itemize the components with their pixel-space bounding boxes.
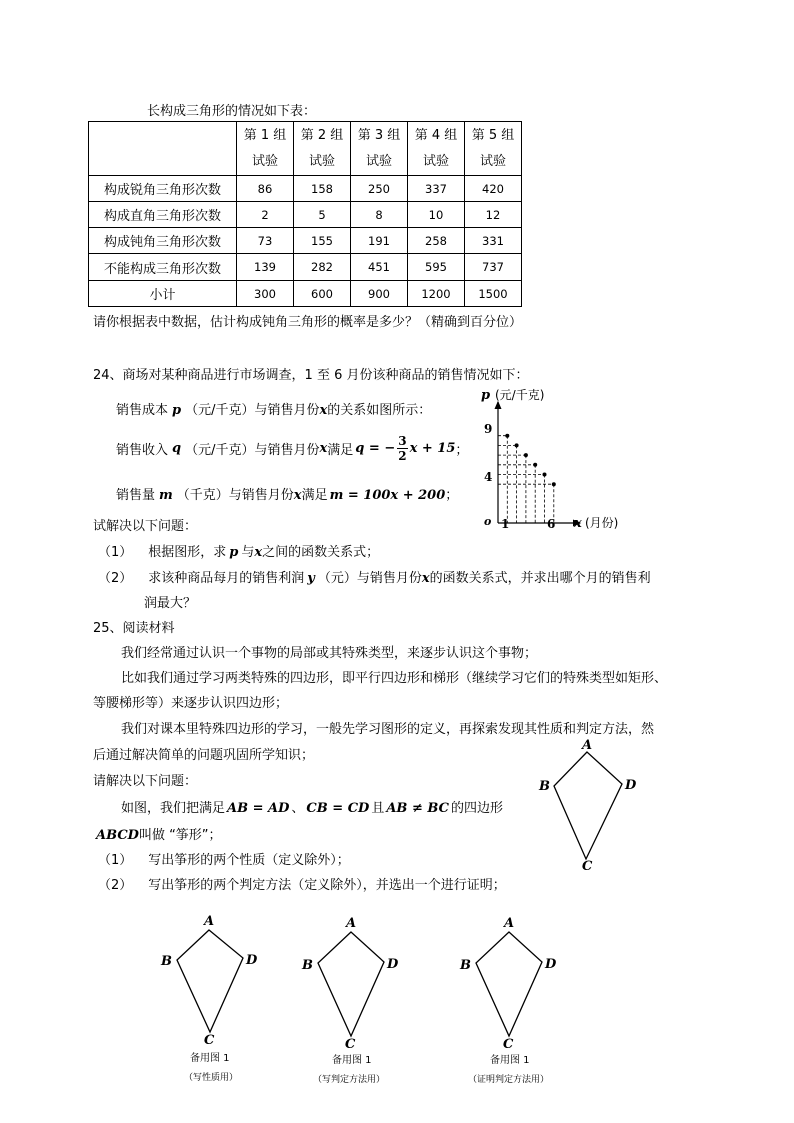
vertex-label-a: A — [346, 916, 357, 931]
q25-p2a: 比如我们通过学习两类特殊的四边形，即平行四边形和梯形（继续学习它们的特殊类型如矩形、 — [121, 671, 668, 686]
data-point — [533, 463, 537, 467]
vertex-label-b: B — [539, 779, 550, 794]
kite-figure-main — [530, 734, 650, 872]
kite-shape — [318, 932, 384, 1036]
vertex-label-c: C — [345, 1037, 356, 1052]
graph-guides — [498, 436, 554, 523]
table-row — [89, 254, 522, 281]
vertex-label-a: A — [504, 916, 515, 931]
x-tick-1: 1 — [501, 517, 510, 531]
table-cell: 282 — [294, 254, 351, 281]
kite-shape — [476, 932, 542, 1036]
vertex-label-c: C — [582, 859, 593, 872]
q25-sub2: （2） 写出筝形的两个判定方法（定义除外），并选出一个进行证明； — [98, 878, 506, 893]
revenue-formula-lhs: q = − — [355, 440, 396, 456]
row-label: 不能构成三角形次数 — [89, 254, 237, 281]
q25-solve: 请解决以下问题： — [93, 774, 198, 789]
table-cell: 900 — [351, 281, 408, 307]
row-label: 构成锐角三角形次数 — [89, 176, 237, 202]
vertex-label-d: D — [545, 957, 557, 972]
q25-definition: 如图，我们把满足 AB = AD 、 CB = CD 且 AB ≠ BC 的四边形 — [121, 801, 503, 816]
row-label: 构成直角三角形次数 — [89, 202, 237, 228]
table-cell: 155 — [294, 228, 351, 254]
q25-p3a: 我们对课本里特殊四边形的学习，一般先学习图形的定义，再探索发现其性质和判定方法，然 — [121, 722, 655, 737]
data-point — [515, 443, 519, 447]
table-cell: 10 — [408, 202, 465, 228]
spare-note-3: （证明判定方法用） — [468, 1075, 550, 1085]
table-cell: 1500 — [465, 281, 522, 307]
table-cell: 337 — [408, 176, 465, 202]
spare-note-1: （写性质用） — [184, 1073, 239, 1083]
table-header-cell: 第 1 组 试验 — [237, 122, 294, 176]
y-tick-9: 9 — [484, 422, 493, 436]
table-cell: 420 — [465, 176, 522, 202]
q24-line-revenue: 销售收入 q （元/千克）与销售月份 x 满足 q = − $\frac{3}{2}$ x + 15 ； — [116, 433, 469, 463]
q25-p2b: 等腰梯形等）来逐步认识四边形； — [93, 696, 289, 711]
table-row — [89, 228, 522, 254]
x-axis-unit: (月份) — [585, 516, 619, 530]
q24-title: 24、商场对某种商品进行市场调查，1 至 6 月份该种商品的销售情况如下： — [93, 368, 529, 383]
table-row — [89, 202, 522, 228]
kite-shape — [554, 752, 622, 859]
q25-definition-cont: ABCD叫做 “筝形”； — [96, 828, 222, 843]
table-cell: 258 — [408, 228, 465, 254]
kite-figure-spare-1 — [155, 910, 275, 1050]
results-table — [88, 121, 522, 307]
table-cell: 139 — [237, 254, 294, 281]
revenue-formula-rhs: x + 15 — [409, 440, 456, 456]
table-cell: 73 — [237, 228, 294, 254]
vertex-label-a: A — [582, 738, 593, 753]
vertex-label-d: D — [625, 778, 637, 793]
table-cell: 5 — [294, 202, 351, 228]
cost-graph — [470, 384, 640, 536]
vertex-label-c: C — [204, 1033, 215, 1048]
table-cell: 2 — [237, 202, 294, 228]
table-header-cell: 第 4 组 试验 — [408, 122, 465, 176]
q24-line-volume: 销售量 m （千克）与销售月份x满足 m = 100x + 200； — [116, 488, 459, 503]
q24-line-cost: 销售成本 p （元/千克）与销售月份x的关系如图所示： — [116, 403, 432, 418]
table-cell: 250 — [351, 176, 408, 202]
data-point — [505, 434, 509, 438]
vertex-label-d: D — [246, 953, 258, 968]
q25-p3b: 后通过解决简单的问题巩固所学知识； — [93, 748, 315, 763]
kite-shape — [177, 930, 243, 1032]
vertex-label-b: B — [161, 954, 172, 969]
graph-points — [505, 434, 556, 487]
q23-question: 请你根据表中数据，估计构成钝角三角形的概率是多少？（精确到百分位） — [93, 315, 523, 330]
q25-sub1: （1） 写出筝形的两个性质（定义除外）； — [98, 853, 350, 868]
x-tick-6: 6 — [547, 517, 556, 531]
origin-label: o — [484, 515, 492, 528]
table-cell: 451 — [351, 254, 408, 281]
y-tick-4: 4 — [484, 470, 493, 484]
table-intro: 长构成三角形的情况如下表： — [147, 104, 317, 119]
table-cell: 158 — [294, 176, 351, 202]
table-corner-cell — [89, 122, 237, 176]
q25-title: 25、阅读材料 — [93, 621, 175, 636]
table-cell: 1200 — [408, 281, 465, 307]
table-cell: 600 — [294, 281, 351, 307]
table-cell: 8 — [351, 202, 408, 228]
q25-p1: 我们经常通过认识一个事物的局部或其特殊类型，来逐步认识这个事物； — [121, 646, 538, 661]
kite-figure-spare-3 — [454, 912, 574, 1052]
vertex-label-d: D — [387, 957, 399, 972]
spare-caption-3: 备用图 1 — [490, 1055, 530, 1066]
table-cell: 86 — [237, 176, 294, 202]
table-cell: 300 — [237, 281, 294, 307]
q24-sub1: （1） 根据图形，求 p 与x之间的函数关系式； — [98, 545, 380, 560]
spare-note-2: （写判定方法用） — [313, 1075, 386, 1085]
spare-caption-1: 备用图 1 — [190, 1053, 230, 1064]
vertex-label-c: C — [503, 1037, 514, 1052]
table-cell: 595 — [408, 254, 465, 281]
table-cell: 737 — [465, 254, 522, 281]
kite-figure-spare-2 — [296, 912, 416, 1052]
table-row — [89, 281, 522, 307]
q24-sub2: （2） 求该种商品每月的销售利润 y （元）与销售月份x的函数关系式，并求出哪个月的销售利 — [98, 571, 651, 586]
revenue-fraction: $\frac{3}{2}$ — [398, 433, 407, 463]
row-label: 小计 — [89, 281, 237, 307]
q24-sub2-cont: 润最大？ — [144, 596, 197, 611]
y-axis-var: p — [481, 388, 491, 403]
table-cell: 331 — [465, 228, 522, 254]
table-header-cell: 第 5 组 试验 — [465, 122, 522, 176]
vertex-label-b: B — [302, 958, 313, 973]
table-cell: 191 — [351, 228, 408, 254]
table-cell: 12 — [465, 202, 522, 228]
table-header-cell: 第 2 组 试验 — [294, 122, 351, 176]
vertex-label-a: A — [204, 914, 215, 929]
data-point — [552, 482, 556, 486]
table-header-row — [89, 122, 522, 176]
vertex-label-b: B — [460, 958, 471, 973]
table-row — [89, 176, 522, 202]
x-axis-var: x — [574, 516, 582, 531]
data-point — [524, 453, 528, 457]
q24-solve: 试解决以下问题： — [93, 519, 198, 534]
data-point — [543, 473, 547, 477]
y-axis-unit: (元/千克) — [495, 388, 545, 402]
row-label: 构成钝角三角形次数 — [89, 228, 237, 254]
table-header-cell: 第 3 组 试验 — [351, 122, 408, 176]
spare-caption-2: 备用图 1 — [332, 1055, 372, 1066]
